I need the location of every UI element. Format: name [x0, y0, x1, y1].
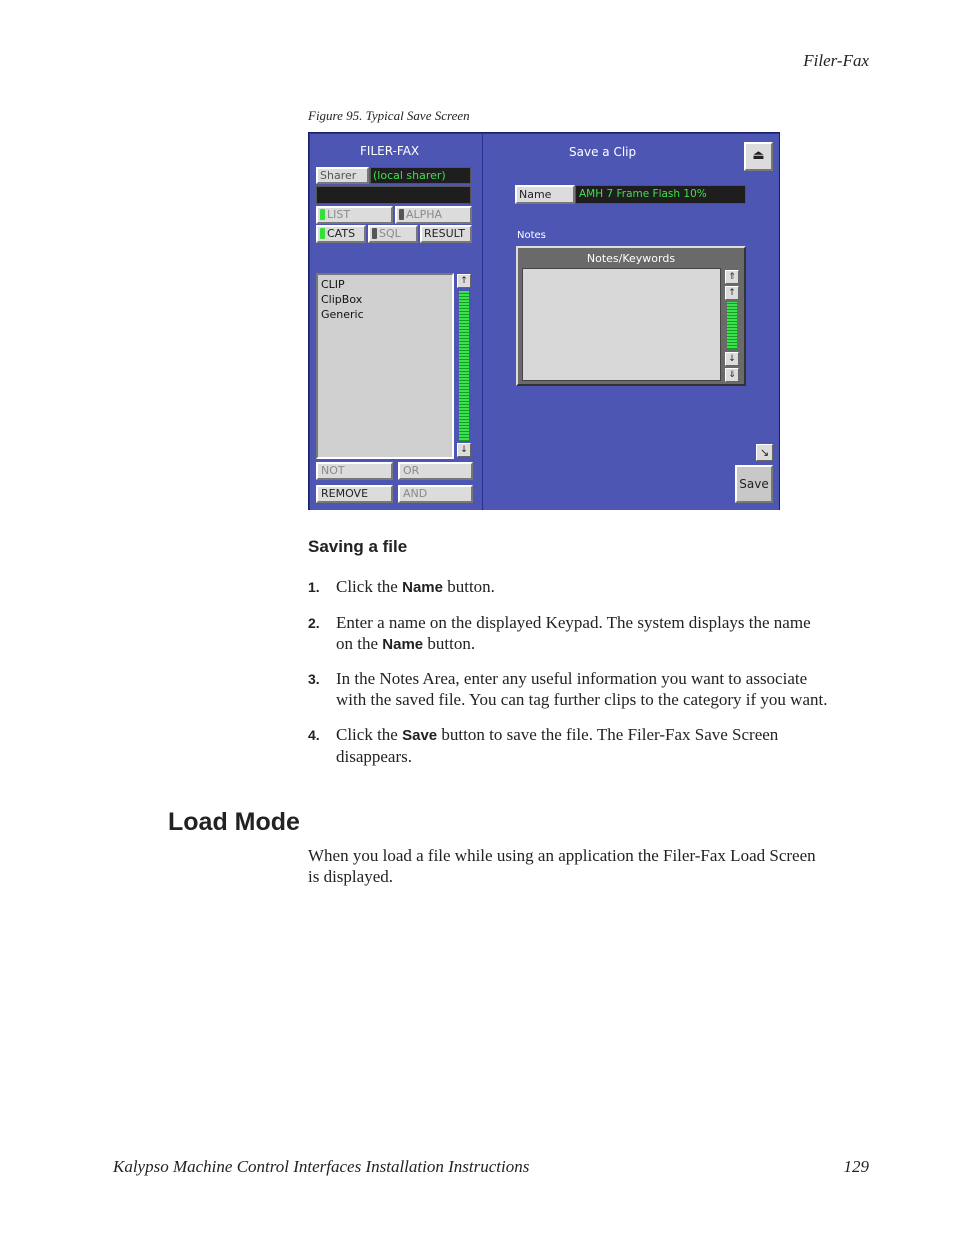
- list-button[interactable]: LIST: [316, 206, 393, 224]
- scroll-bottom-icon[interactable]: ⇓: [725, 368, 739, 382]
- name-value: AMH 7 Frame Flash 10%: [575, 185, 746, 204]
- remove-button[interactable]: REMOVE: [316, 485, 393, 503]
- notes-keywords-title: Notes/Keywords: [586, 252, 676, 265]
- eject-icon[interactable]: ⏏: [744, 142, 773, 171]
- save-clip-right-panel: [483, 134, 779, 510]
- category-list[interactable]: [316, 273, 454, 459]
- scroll-down-icon[interactable]: ↓: [457, 443, 471, 457]
- name-button[interactable]: Name: [515, 185, 575, 204]
- save-clip-title: Save a Clip: [569, 145, 637, 159]
- step-number: 4.: [308, 727, 320, 743]
- filer-fax-title: FILER-FAX: [360, 144, 420, 158]
- step-1: 1. Click the Name button.: [308, 577, 495, 596]
- cats-button[interactable]: CATS: [316, 225, 366, 243]
- notes-label: Notes: [517, 230, 546, 241]
- notes-text-area[interactable]: [522, 268, 721, 381]
- list-item[interactable]: Generic: [321, 308, 364, 321]
- step-4: 4. Click the Save button to save the file. The Filer-Fax Save Screen disappears.: [308, 725, 779, 766]
- filer-fax-left-panel: [310, 134, 482, 510]
- result-button[interactable]: RESULT: [420, 225, 472, 243]
- notes-scrollbar[interactable]: [727, 302, 737, 349]
- scroll-up-icon[interactable]: ↑: [457, 274, 471, 288]
- step-number: 2.: [308, 615, 320, 631]
- scroll-up-icon[interactable]: ↑: [725, 286, 739, 300]
- figure-caption: Figure 95. Typical Save Screen: [308, 108, 470, 123]
- list-led-icon: [320, 209, 325, 220]
- alpha-led-icon: [399, 209, 404, 220]
- list-item[interactable]: ClipBox: [321, 293, 363, 306]
- section-heading: Saving a file: [308, 537, 408, 556]
- running-header: Filer-Fax: [803, 51, 869, 70]
- load-mode-paragraph: When you load a file while using an application the Filer-Fax Load Screen is displayed.: [308, 846, 816, 886]
- save-screen-figure: [308, 132, 780, 510]
- or-button[interactable]: OR: [398, 462, 473, 480]
- step-number: 1.: [308, 579, 320, 595]
- alpha-button[interactable]: ALPHA: [395, 206, 472, 224]
- footer-title: Kalypso Machine Control Interfaces Installation Instructions: [113, 1157, 530, 1176]
- load-mode-heading: Load Mode: [168, 808, 300, 836]
- not-button[interactable]: NOT: [316, 462, 393, 480]
- scroll-top-icon[interactable]: ⇑: [725, 270, 739, 284]
- step-3: 3. In the Notes Area, enter any useful information you want to associate with the saved file. You can tag further clips to the category if you want.: [308, 669, 828, 709]
- sharer-label: Sharer: [316, 167, 369, 184]
- list-scrollbar[interactable]: [459, 291, 469, 441]
- notes-box: [516, 246, 746, 386]
- sharer-display: [316, 186, 471, 204]
- sql-led-icon: [372, 228, 377, 239]
- cats-led-icon: [320, 228, 325, 239]
- sharer-value[interactable]: (local sharer): [370, 167, 471, 184]
- step-number: 3.: [308, 671, 320, 687]
- list-item[interactable]: CLIP: [321, 278, 345, 291]
- resize-arrow-icon[interactable]: ↘: [756, 444, 773, 461]
- and-button[interactable]: AND: [398, 485, 473, 503]
- scroll-down-icon[interactable]: ↓: [725, 352, 739, 366]
- page-number: 129: [843, 1157, 869, 1176]
- sql-button[interactable]: SQL: [368, 225, 418, 243]
- save-button[interactable]: Save: [735, 465, 773, 503]
- step-2: 2. Enter a name on the displayed Keypad. The system displays the name on the Name button.: [308, 613, 811, 653]
